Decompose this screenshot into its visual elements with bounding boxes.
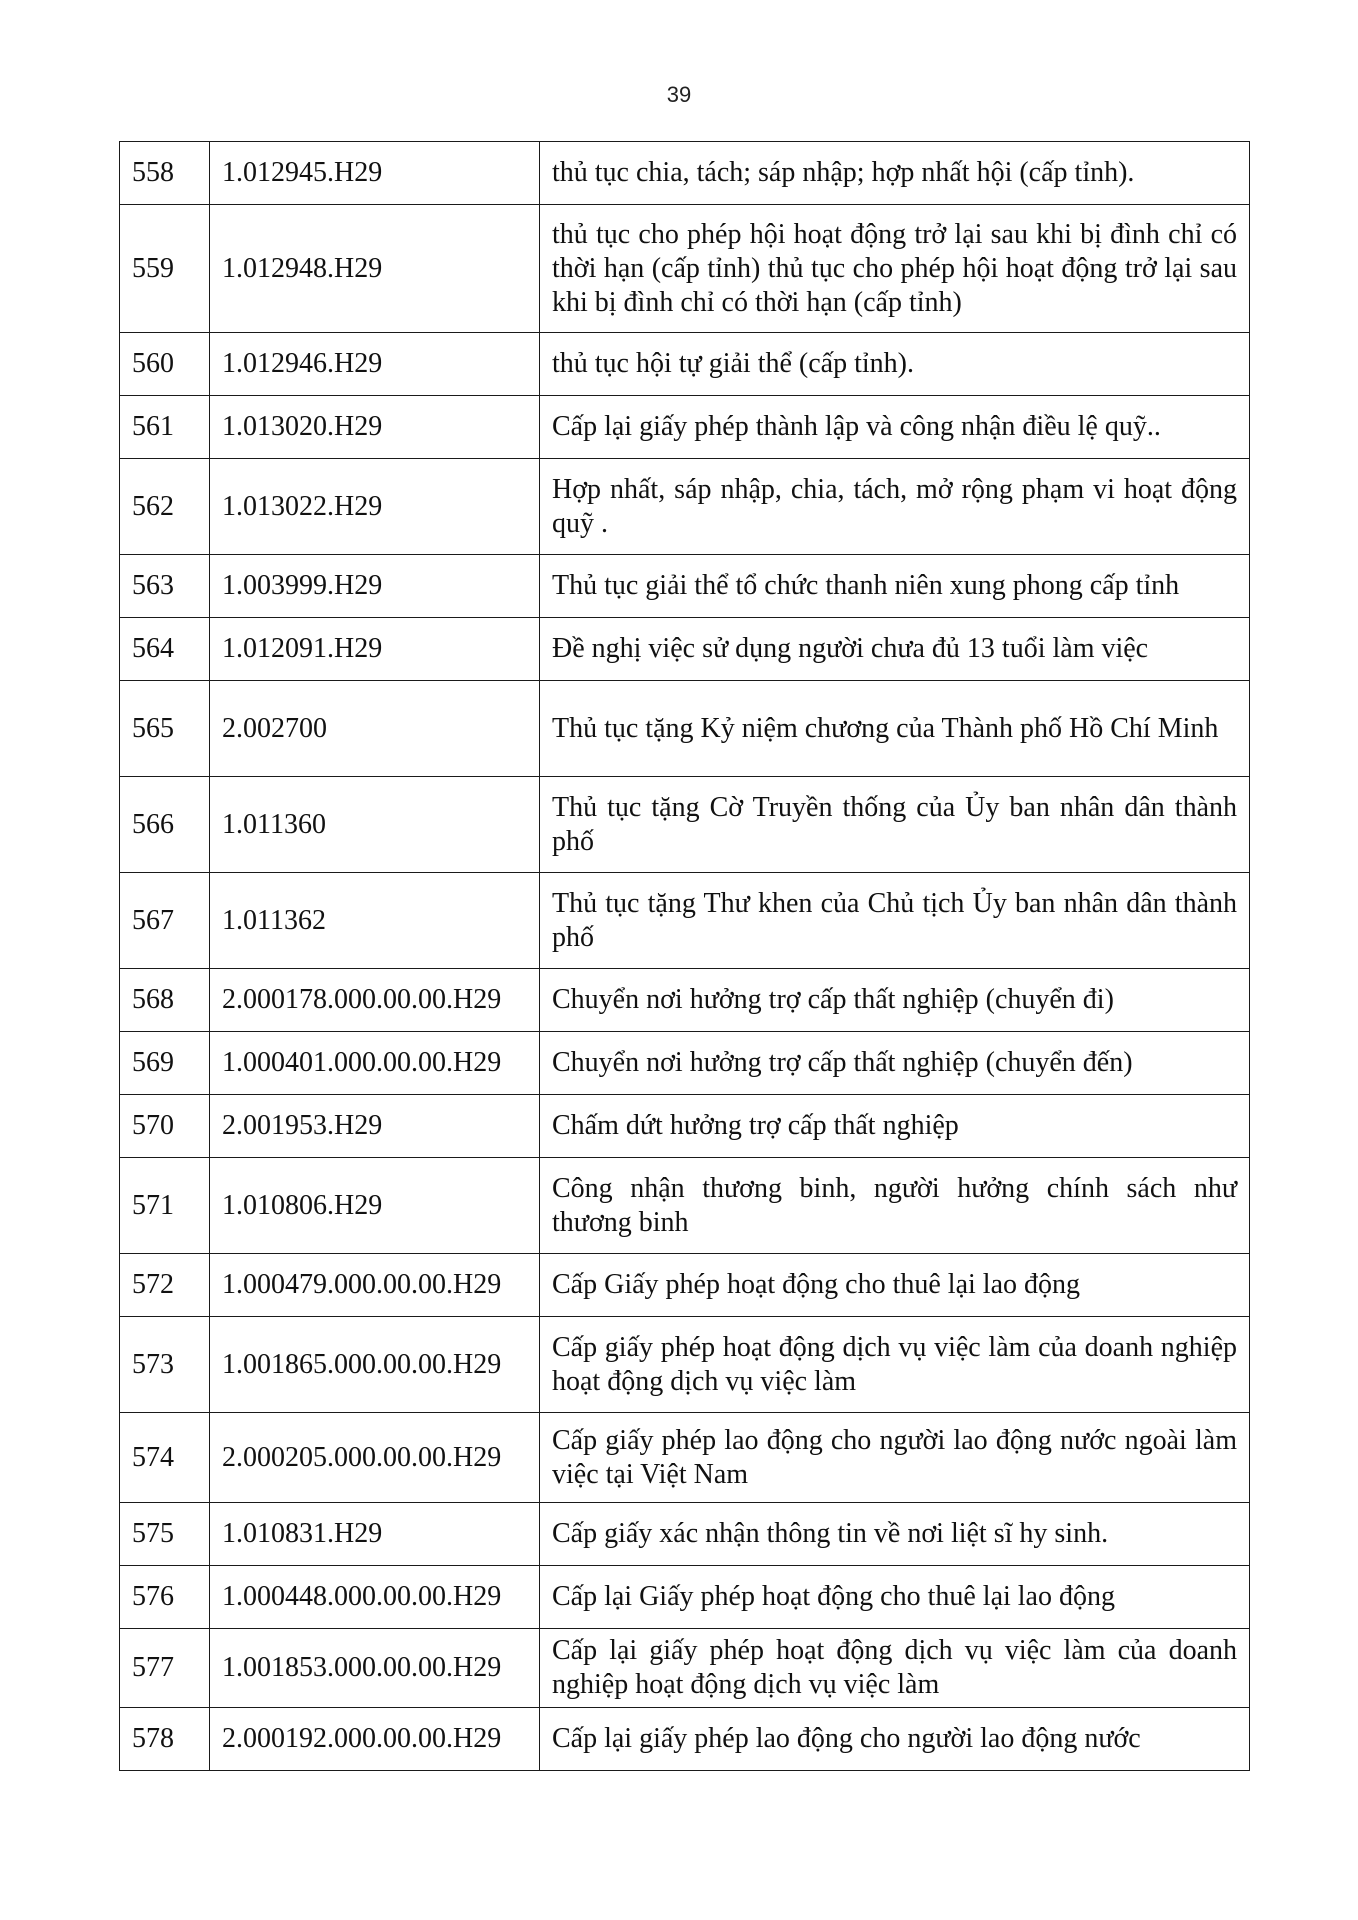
table-row bbox=[120, 396, 1250, 459]
table-row bbox=[120, 1317, 1250, 1413]
table-row bbox=[120, 969, 1250, 1032]
row-number: 562 bbox=[120, 459, 210, 555]
procedure-code: 1.011360 bbox=[210, 777, 540, 873]
procedure-name: Cấp giấy phép lao động cho người lao động nước ngoài làm việc tại Việt Nam bbox=[540, 1413, 1250, 1503]
procedure-code: 1.012946.H29 bbox=[210, 333, 540, 396]
procedure-code: 1.012948.H29 bbox=[210, 205, 540, 333]
row-number: 558 bbox=[120, 142, 210, 205]
row-number: 574 bbox=[120, 1413, 210, 1503]
procedure-code: 2.000192.000.00.00.H29 bbox=[210, 1708, 540, 1771]
procedure-code: 1.010831.H29 bbox=[210, 1503, 540, 1566]
row-number: 576 bbox=[120, 1566, 210, 1629]
procedure-code: 1.001853.000.00.00.H29 bbox=[210, 1629, 540, 1708]
procedure-code: 1.001865.000.00.00.H29 bbox=[210, 1317, 540, 1413]
procedure-name: Cấp Giấy phép hoạt động cho thuê lại lao động bbox=[540, 1254, 1250, 1317]
table-row bbox=[120, 618, 1250, 681]
row-number: 565 bbox=[120, 681, 210, 777]
procedure-name: Cấp lại giấy phép thành lập và công nhận điều lệ quỹ.. bbox=[540, 396, 1250, 459]
row-number: 578 bbox=[120, 1708, 210, 1771]
procedure-name: Thủ tục tặng Cờ Truyền thống của Ủy ban nhân dân thành phố bbox=[540, 777, 1250, 873]
procedure-name: Chuyển nơi hưởng trợ cấp thất nghiệp (chuyển đi) bbox=[540, 969, 1250, 1032]
row-number: 563 bbox=[120, 555, 210, 618]
table-row bbox=[120, 873, 1250, 969]
row-number: 570 bbox=[120, 1095, 210, 1158]
row-number: 560 bbox=[120, 333, 210, 396]
row-number: 575 bbox=[120, 1503, 210, 1566]
procedure-code: 1.003999.H29 bbox=[210, 555, 540, 618]
row-number: 567 bbox=[120, 873, 210, 969]
row-number: 569 bbox=[120, 1032, 210, 1095]
row-number: 573 bbox=[120, 1317, 210, 1413]
table-row bbox=[120, 1158, 1250, 1254]
procedure-name: Hợp nhất, sáp nhập, chia, tách, mở rộng phạm vi hoạt động quỹ . bbox=[540, 459, 1250, 555]
procedure-code: 1.011362 bbox=[210, 873, 540, 969]
procedure-name: Chuyển nơi hưởng trợ cấp thất nghiệp (chuyển đến) bbox=[540, 1032, 1250, 1095]
procedure-name: Cấp giấy xác nhận thông tin về nơi liệt sĩ hy sinh. bbox=[540, 1503, 1250, 1566]
row-number: 572 bbox=[120, 1254, 210, 1317]
table-row bbox=[120, 1629, 1250, 1708]
procedure-code: 2.000205.000.00.00.H29 bbox=[210, 1413, 540, 1503]
table-row bbox=[120, 555, 1250, 618]
procedure-code: 1.012091.H29 bbox=[210, 618, 540, 681]
procedure-table-body bbox=[120, 142, 1250, 1771]
table-row bbox=[120, 1413, 1250, 1503]
procedure-name: Thủ tục tặng Kỷ niệm chương của Thành phố Hồ Chí Minh bbox=[540, 681, 1250, 777]
procedure-code: 1.013022.H29 bbox=[210, 459, 540, 555]
procedure-name: thủ tục chia, tách; sáp nhập; hợp nhất hội (cấp tỉnh). bbox=[540, 142, 1250, 205]
procedure-code: 1.012945.H29 bbox=[210, 142, 540, 205]
procedure-name: Cấp lại giấy phép lao động cho người lao động nước bbox=[540, 1708, 1250, 1771]
procedure-code: 1.000401.000.00.00.H29 bbox=[210, 1032, 540, 1095]
procedure-code: 2.000178.000.00.00.H29 bbox=[210, 969, 540, 1032]
page-number: 39 bbox=[666, 82, 692, 107]
procedure-code: 2.002700 bbox=[210, 681, 540, 777]
procedure-name: Cấp lại giấy phép hoạt động dịch vụ việc làm của doanh nghiệp hoạt động dịch vụ việc làm bbox=[540, 1629, 1250, 1708]
row-number: 568 bbox=[120, 969, 210, 1032]
table-row bbox=[120, 333, 1250, 396]
table-row bbox=[120, 142, 1250, 205]
row-number: 561 bbox=[120, 396, 210, 459]
row-number: 564 bbox=[120, 618, 210, 681]
table-row bbox=[120, 1503, 1250, 1566]
row-number: 577 bbox=[120, 1629, 210, 1708]
table-row bbox=[120, 205, 1250, 333]
procedure-code: 1.000479.000.00.00.H29 bbox=[210, 1254, 540, 1317]
procedure-name: Cấp lại Giấy phép hoạt động cho thuê lại lao động bbox=[540, 1566, 1250, 1629]
row-number: 559 bbox=[120, 205, 210, 333]
table-row bbox=[120, 681, 1250, 777]
procedure-code: 1.000448.000.00.00.H29 bbox=[210, 1566, 540, 1629]
table-row bbox=[120, 1032, 1250, 1095]
procedure-name: Thủ tục giải thể tổ chức thanh niên xung phong cấp tỉnh bbox=[540, 555, 1250, 618]
table-row bbox=[120, 459, 1250, 555]
row-number: 571 bbox=[120, 1158, 210, 1254]
procedure-code: 1.010806.H29 bbox=[210, 1158, 540, 1254]
table-row bbox=[120, 1095, 1250, 1158]
procedure-name: Đề nghị việc sử dụng người chưa đủ 13 tuổi làm việc bbox=[540, 618, 1250, 681]
table-row bbox=[120, 777, 1250, 873]
table-row bbox=[120, 1708, 1250, 1771]
procedure-name: thủ tục hội tự giải thể (cấp tỉnh). bbox=[540, 333, 1250, 396]
row-number: 566 bbox=[120, 777, 210, 873]
procedure-code: 1.013020.H29 bbox=[210, 396, 540, 459]
procedure-table bbox=[119, 141, 1250, 1771]
table-row bbox=[120, 1254, 1250, 1317]
procedure-code: 2.001953.H29 bbox=[210, 1095, 540, 1158]
procedure-name: Chấm dứt hưởng trợ cấp thất nghiệp bbox=[540, 1095, 1250, 1158]
procedure-name: Công nhận thương binh, người hưởng chính sách như thương binh bbox=[540, 1158, 1250, 1254]
procedure-name: thủ tục cho phép hội hoạt động trở lại sau khi bị đình chỉ có thời hạn (cấp tỉnh) thủ tục cho phép hội hoạt động trở lại sau khi bị đình chỉ có thời hạn (cấp tỉnh) bbox=[540, 205, 1250, 333]
procedure-name: Cấp giấy phép hoạt động dịch vụ việc làm của doanh nghiệp hoạt động dịch vụ việc làm bbox=[540, 1317, 1250, 1413]
table-row bbox=[120, 1566, 1250, 1629]
procedure-name: Thủ tục tặng Thư khen của Chủ tịch Ủy ban nhân dân thành phố bbox=[540, 873, 1250, 969]
